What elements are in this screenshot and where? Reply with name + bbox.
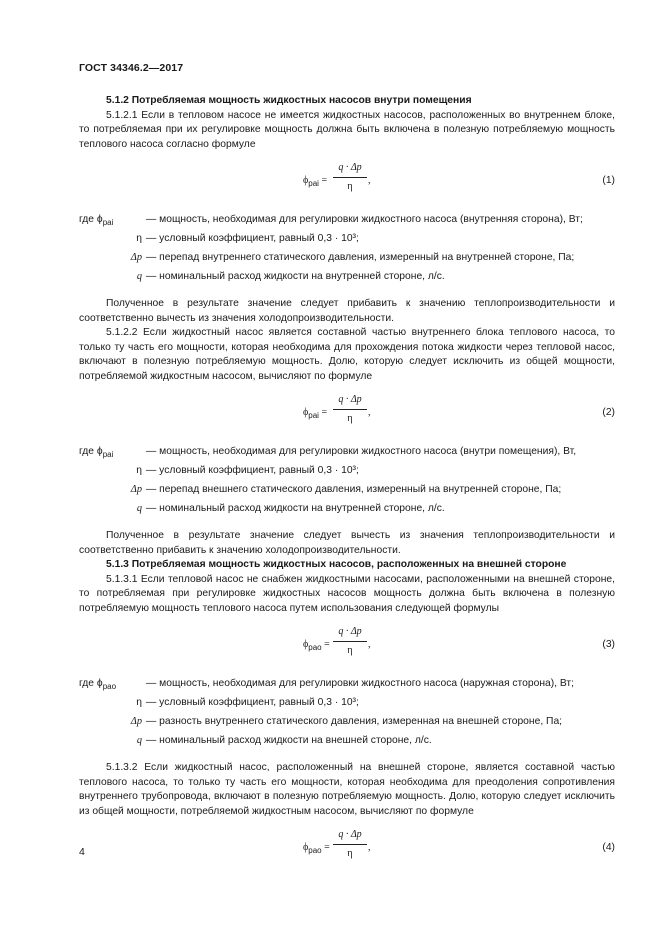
section-heading-5-1-2: 5.1.2 Потребляемая мощность жидкостных насосов внутри помещения <box>106 95 472 106</box>
definition-row: η — условный коэффициент, равный 0,3 · 10³; <box>79 232 615 251</box>
page-content <box>79 94 615 880</box>
formula-numerator: q · Δp <box>338 626 362 637</box>
definition-text: — номинальный расход жидкости на внутренней стороне, л/с. <box>146 271 445 282</box>
standard-header: ГОСТ 34346.2—2017 <box>79 62 184 74</box>
formula-comma: , <box>368 842 371 853</box>
definition-text: — мощность, необходимая для регулировки жидкостного насоса (внутри помещения), Вт, <box>146 446 577 457</box>
definition-row: η — условный коэффициент, равный 0,3 · 10³; <box>79 464 615 483</box>
definition-row: где $\phi_{pai}$ — мощность, необходимая для регулировки жидкостного насоса (внутри помещения), Вт, <box>79 446 577 459</box>
formula-fraction <box>333 161 367 194</box>
definition-text: — перепад внешнего статического давления, измеренный на внутренней стороне, Па; <box>146 484 562 495</box>
formula-lhs: $\phi_{pao}$ = <box>303 842 330 855</box>
definition-text: — мощность, необходимая для регулировки жидкостного насоса (внутренняя сторона), Вт; <box>146 214 583 225</box>
definition-text: — разность внутреннего статического давления, измеренная на внешней стороне, Па; <box>146 716 563 727</box>
formula-2 <box>79 393 615 437</box>
formula-lhs: $\phi_{pao}$ = <box>303 639 330 652</box>
formula-comma: , <box>368 175 371 186</box>
definition-text: — мощность, необходимая для регулировки жидкостного насоса (наружная сторона), Вт; <box>146 678 574 689</box>
definition-row: где $\phi_{pai}$ — мощность, необходимая для регулировки жидкостного насоса (внутренняя сторона), Вт; <box>79 214 583 227</box>
definition-text: — перепад внутреннего статического давления, измеренный на внутренней стороне, Па; <box>146 252 575 263</box>
definition-text: — условный коэффициент, равный 0,3 · 10³; <box>146 465 359 476</box>
formula-lhs: $\phi_{pai}$ = <box>303 407 328 420</box>
formula-denominator: η <box>347 413 353 424</box>
paragraph-5-1-2-1: 5.1.2.1 Если в тепловом насосе не имеется жидкостных насосов, расположенных во внутреннем блоке, то потребляемая при их регулировке мощность должна быть включена в полезную потребляемую мощность теплового насоса согласно формуле <box>79 109 615 150</box>
paragraph-5-1-2-2: 5.1.2.2 Если жидкостный насос является составной частью внутреннего блока теплового насоса, то только ту часть его мощности, которая необходима для прохождения потока жидкости через тепловой насос, включают в полезную потребляемую мощность. Долю, которую следует исключить из общей мощности, потребляемой жидкостным насосом, вычисляют по формуле <box>79 327 615 382</box>
definition-text: — номинальный расход жидкости на внешней стороне, л/с. <box>146 735 432 746</box>
definition-row: Δp — разность внутреннего статического давления, измеренная на внешней стороне, Па; <box>79 715 615 734</box>
definition-row: q — номинальный расход жидкости на внутренней стороне, л/с. <box>79 270 615 289</box>
definition-row: Δp — перепад внутреннего статического давления, измеренный на внутренней стороне, Па; <box>79 251 615 270</box>
formula-number: (2) <box>602 407 615 418</box>
fraction-bar <box>333 177 367 178</box>
definition-row: η — условный коэффициент, равный 0,3 · 10³; <box>79 696 615 715</box>
fraction-bar <box>333 641 367 642</box>
formula-number: (4) <box>602 842 615 853</box>
formula-numerator: q · Δp <box>338 162 362 173</box>
paragraph-after-formula-2: Полученное в результате значение следует вычесть из значения теплопроизводительности и соответственно прибавить к значению холодопроизводительности. <box>79 530 615 556</box>
definitions-3 <box>79 677 615 753</box>
fraction-bar <box>333 409 367 410</box>
paragraph-after-formula-1: Полученное в результате значение следует прибавить к значению теплопроизводительности и соответственно вычесть из значения холодопроизводительности. <box>79 298 615 324</box>
formula-comma: , <box>368 407 371 418</box>
definitions-2 <box>79 445 615 521</box>
fraction-bar <box>333 844 367 845</box>
definitions-1 <box>79 213 615 289</box>
paragraph-5-1-3-1: 5.1.3.1 Если тепловой насос не снабжен жидкостными насосами, расположенными на внешней стороне, то потребляемая при регулировке жидкостных насосов мощность должна быть включена в полезную потребляемую мощность теплового насоса путем использования следующей формулы <box>79 573 615 614</box>
formula-fraction <box>333 625 367 658</box>
definition-text: — номинальный расход жидкости на внутренней стороне, л/с. <box>146 503 445 514</box>
formula-3 <box>79 625 615 669</box>
formula-lhs: $\phi_{pai}$ = <box>303 175 328 188</box>
formula-numerator: q · Δp <box>338 829 362 840</box>
formula-fraction <box>333 393 367 426</box>
definition-text: — условный коэффициент, равный 0,3 · 10³; <box>146 233 359 244</box>
definition-row: q — номинальный расход жидкости на внешней стороне, л/с. <box>79 734 615 753</box>
formula-4 <box>79 828 615 872</box>
formula-denominator: η <box>347 645 353 656</box>
formula-denominator: η <box>347 848 353 859</box>
formula-numerator: q · Δp <box>338 394 362 405</box>
formula-comma: , <box>368 639 371 650</box>
formula-number: (1) <box>602 175 615 186</box>
formula-fraction <box>333 828 367 861</box>
paragraph-5-1-3-2: 5.1.3.2 Если жидкостный насос, расположенный на внешней стороне, является составной частью теплового насоса, то только ту часть его мощности, которая необходима для преодоления сопротивления внутреннего трубопровода, включают в полезную потребляемую мощность. Долю, которую следует исключить из общей мощности, потребляемой жидкостным насосом, вычисляют по формуле <box>79 762 615 817</box>
formula-1 <box>79 161 615 205</box>
definition-row: q — номинальный расход жидкости на внутренней стороне, л/с. <box>79 502 615 521</box>
definition-row: Δp — перепад внешнего статического давления, измеренный на внутренней стороне, Па; <box>79 483 615 502</box>
formula-number: (3) <box>602 639 615 650</box>
definition-text: — условный коэффициент, равный 0,3 · 10³; <box>146 697 359 708</box>
section-heading-5-1-3: 5.1.3 Потребляемая мощность жидкостных насосов, расположенных на внешней стороне <box>106 559 567 570</box>
definition-row: где $\phi_{pao}$ — мощность, необходимая для регулировки жидкостного насоса (наружная сторона), Вт; <box>79 678 574 691</box>
page-number: 4 <box>79 846 85 858</box>
formula-denominator: η <box>347 181 353 192</box>
